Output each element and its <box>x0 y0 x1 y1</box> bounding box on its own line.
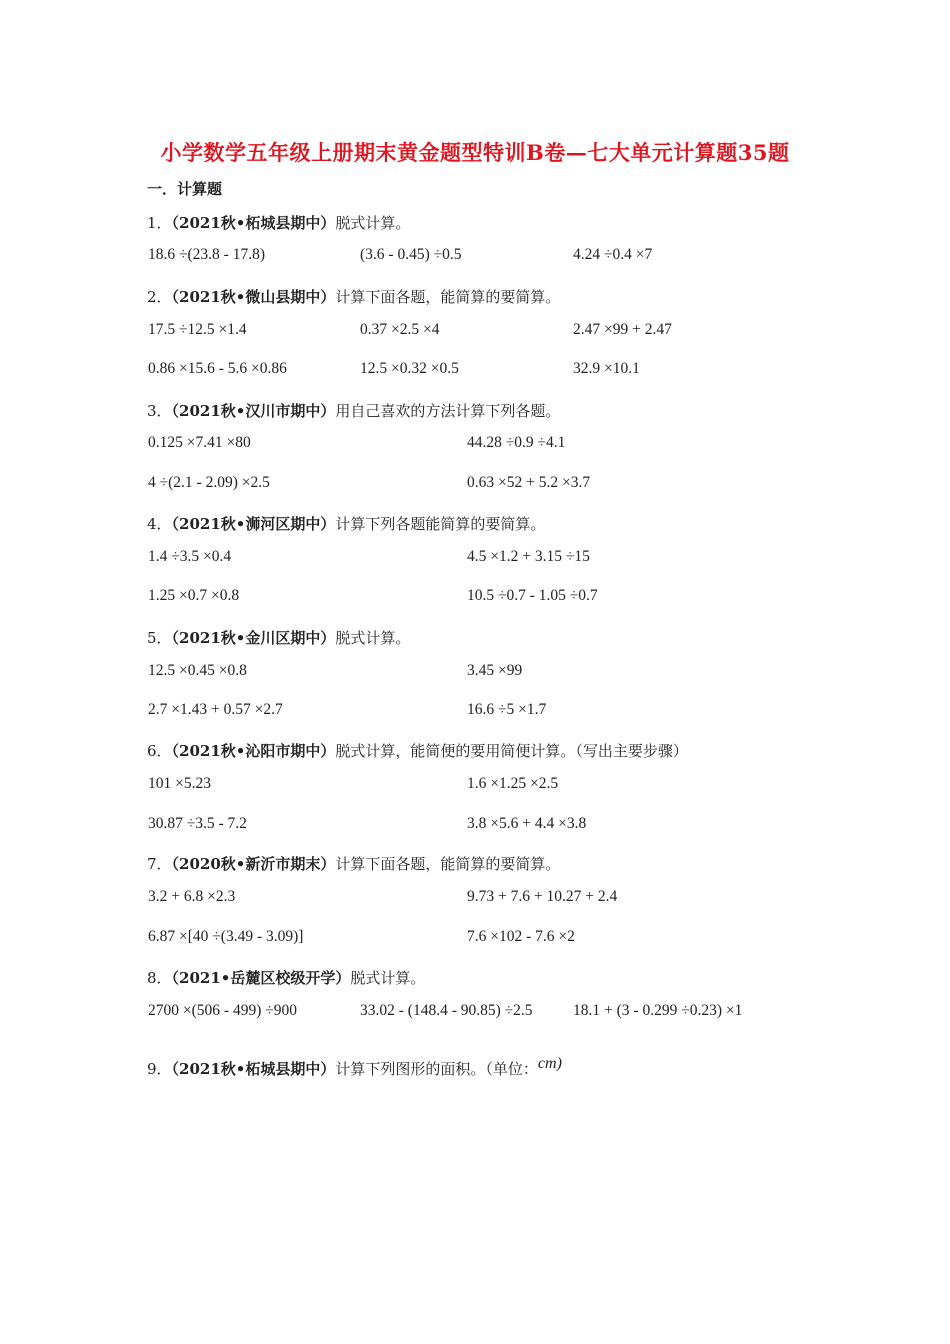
math-expression: 0.63 ×52 + 5.2 ×3.7 <box>467 474 591 491</box>
question-8 <box>147 967 425 988</box>
math-expression: 9.73 + 7.6 + 10.27 + 2.4 <box>467 888 618 905</box>
math-expression: 4.24 ÷0.4 ×7 <box>573 246 653 263</box>
math-expression: 18.1 + (3 - 0.299 ÷0.23) ×1 <box>573 1002 743 1019</box>
math-expression: (3.6 - 0.45) ÷0.5 <box>360 246 462 263</box>
math-expression: 1.6 ×1.25 ×2.5 <box>467 775 559 792</box>
question-number: 4． <box>147 515 172 533</box>
question-instruction: 计算下面各题，能简算的要简算。 <box>335 288 561 306</box>
math-expression: 12.5 ×0.32 ×0.5 <box>360 360 459 377</box>
question-number: 1． <box>147 214 172 232</box>
math-expression: 3.45 ×99 <box>467 662 523 679</box>
question-source: （2021秋•浉河区期中） <box>171 515 336 533</box>
math-expression: 7.6 ×102 - 7.6 ×2 <box>467 928 575 945</box>
math-expression: 0.125 ×7.41 ×80 <box>148 434 251 451</box>
math-expression: 6.87 ×[40 ÷(3.49 - 3.09)] <box>148 928 304 945</box>
math-expression: 4.5 ×1.2 + 3.15 ÷15 <box>467 548 590 565</box>
math-expression: 2700 ×(506 - 499) ÷900 <box>148 1002 297 1019</box>
question-source: （2021•岳麓区校级开学） <box>171 969 351 987</box>
question-source: （2021秋•柘城县期中） <box>171 1060 336 1078</box>
question-1 <box>147 212 410 233</box>
question-instruction: 计算下列各题能简算的要简算。 <box>335 515 546 533</box>
math-expression: 3.2 + 6.8 ×2.3 <box>148 888 236 905</box>
math-expression: 0.37 ×2.5 ×4 <box>360 321 440 338</box>
question-instruction: 用自己喜欢的方法计算下列各题。 <box>335 402 561 420</box>
math-expression: 1.4 ÷3.5 ×0.4 <box>148 548 232 565</box>
question-instruction: 脱式计算，能简便的要用简便计算。（写出主要步骤） <box>335 742 688 760</box>
question-instruction: 脱式计算。 <box>350 969 426 987</box>
question-4 <box>147 513 545 534</box>
math-expression: 12.5 ×0.45 ×0.8 <box>148 662 247 679</box>
question-source: （2021秋•柘城县期中） <box>171 214 336 232</box>
question-source: （2021秋•沁阳市期中） <box>171 742 336 760</box>
question-number: 9． <box>147 1060 172 1078</box>
math-expression: 44.28 ÷0.9 ÷4.1 <box>467 434 566 451</box>
question-source: （2021秋•汉川市期中） <box>171 402 336 420</box>
question-source: （2021秋•金川区期中） <box>171 629 336 647</box>
math-expression: 17.5 ÷12.5 ×1.4 <box>148 321 247 338</box>
question-3 <box>147 400 560 421</box>
math-expression: 0.86 ×15.6 - 5.6 ×0.86 <box>148 360 287 377</box>
question-number: 2． <box>147 288 172 306</box>
question-instruction: 脱式计算。 <box>335 629 411 647</box>
question-number: 8． <box>147 969 172 987</box>
question-number: 3． <box>147 402 172 420</box>
math-expression: 32.9 ×10.1 <box>573 360 640 377</box>
question-instruction: 计算下列图形的面积。（单位： <box>335 1060 538 1078</box>
math-expression: 2.7 ×1.43 + 0.57 ×2.7 <box>148 701 283 718</box>
math-expression: 10.5 ÷0.7 - 1.05 ÷0.7 <box>467 587 598 604</box>
math-expression: 1.25 ×0.7 ×0.8 <box>148 587 240 604</box>
question-source: （2021秋•微山县期中） <box>171 288 336 306</box>
question-7 <box>147 853 560 874</box>
math-expression: 3.8 ×5.6 + 4.4 ×3.8 <box>467 815 587 832</box>
math-expression: 33.02 - (148.4 - 90.85) ÷2.5 <box>360 1002 533 1019</box>
math-expression: 101 ×5.23 <box>148 775 211 792</box>
question-number: 6． <box>147 742 172 760</box>
question-6 <box>147 740 688 761</box>
question-source: （2020秋•新沂市期末） <box>171 855 336 873</box>
question-number: 5． <box>147 629 172 647</box>
question-instruction: 脱式计算。 <box>335 214 411 232</box>
question-5 <box>147 627 410 648</box>
question-instruction: 计算下面各题，能简算的要简算。 <box>335 855 561 873</box>
math-expression: 4 ÷(2.1 - 2.09) ×2.5 <box>148 474 270 491</box>
question-2 <box>147 286 560 307</box>
math-expression: 16.6 ÷5 ×1.7 <box>467 701 547 718</box>
unit-label: cm) <box>537 1055 562 1072</box>
page-title: 小学数学五年级上册期末黄金题型特训B卷—七大单元计算题35题 <box>160 140 790 165</box>
math-expression: 18.6 ÷(23.8 - 17.8) <box>148 246 265 263</box>
section-heading: 一．计算题 <box>147 180 223 198</box>
math-expression: 30.87 ÷3.5 - 7.2 <box>148 815 247 832</box>
question-number: 7． <box>147 855 172 873</box>
question-9 <box>147 1055 562 1079</box>
math-expression: 2.47 ×99 + 2.47 <box>573 321 672 338</box>
